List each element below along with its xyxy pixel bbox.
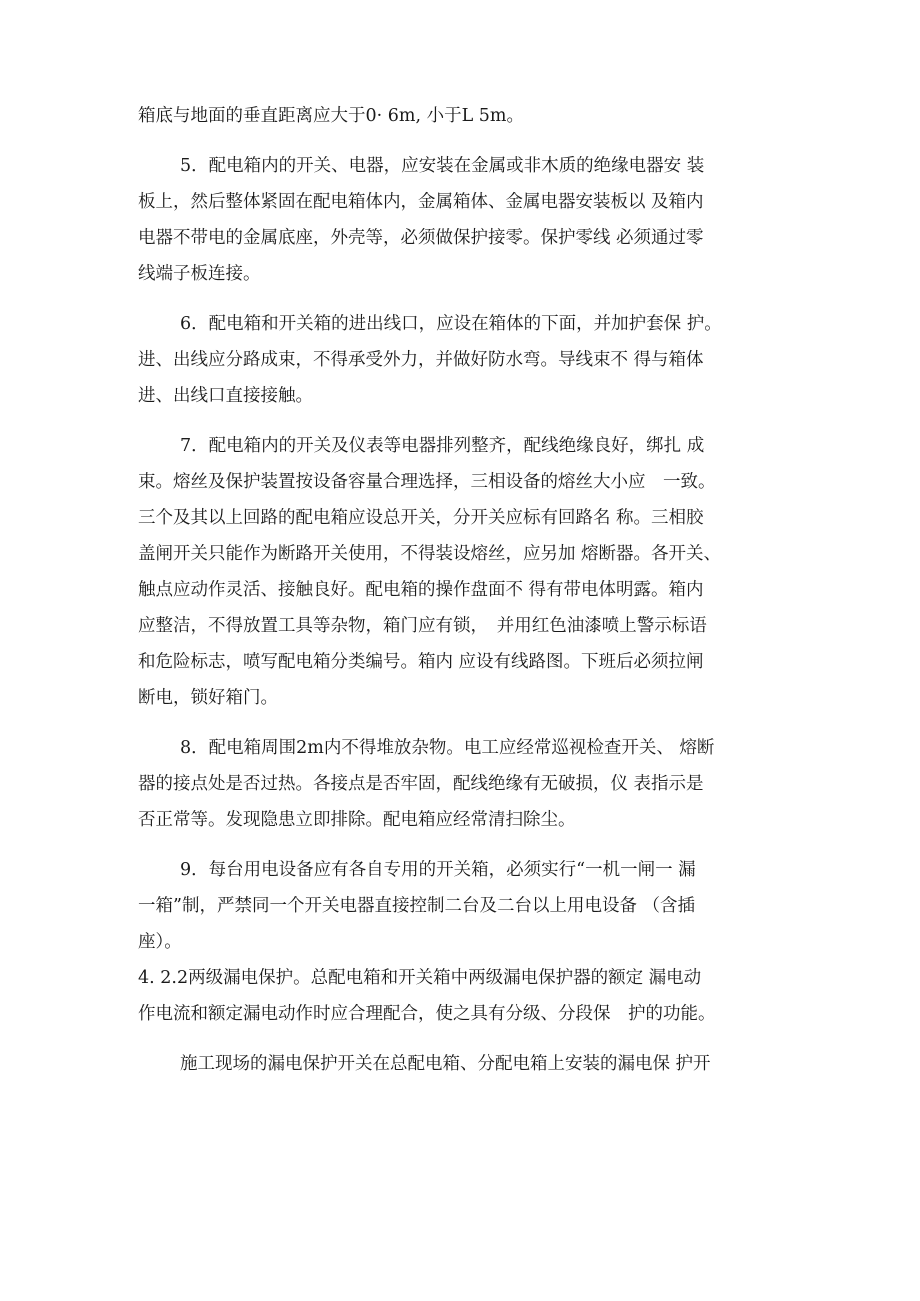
text-line: 作电流和额定漏电动作时应合理配合，使之具有分级、分段保 护的功能。 [138, 1004, 716, 1024]
paragraph-item-5 [138, 148, 798, 292]
text-line: 9．每台用电设备应有各自专用的开关箱，必须实行“一机一闸一 漏 [180, 860, 696, 880]
text-line: 4. 2.2两级漏电保护。总配电箱和开关箱中两级漏电保护器的额定 漏电动 [138, 968, 702, 988]
paragraph-site-leakage [138, 1046, 798, 1082]
text-line: 板上，然后整体紧固在配电箱体内，金属箱体、金属电器安装板以 及箱内 [138, 192, 704, 212]
text-line: 箱底与地面的垂直距离应大于0· 6m, 小于L 5m。 [138, 106, 525, 126]
text-line: 否正常等。发现隐患立即排除。配电箱应经常清扫除尘。 [138, 810, 576, 830]
paragraph-intro [138, 98, 798, 134]
text-line: 触点应动作灵活、接触良好。配电箱的操作盘面不 得有带电体明露。箱内 [138, 580, 704, 600]
text-line: 座）。 [138, 932, 182, 952]
text-line: 施工现场的漏电保护开关在总配电箱、分配电箱上安装的漏电保 护开 [180, 1054, 711, 1074]
text-line: 进、出线口直接接触。 [138, 386, 313, 406]
text-line: 盖闸开关只能作为断路开关使用，不得装设熔丝，应另加 熔断器。各开关、 [138, 544, 722, 564]
text-line: 三个及其以上回路的配电箱应设总开关，分开关应标有回路名 称。三相胶 [138, 508, 704, 528]
document-body [138, 98, 798, 1082]
text-line: 8．配电箱周围2m内不得堆放杂物。电工应经常巡视检查开关、 熔断 [180, 738, 715, 758]
text-line: 电器不带电的金属底座，外壳等，必须做保护接零。保护零线 必须通过零 [138, 228, 704, 248]
text-line: 5．配电箱内的开关、电器，应安装在金属或非木质的绝缘电器安 装 [180, 156, 705, 176]
text-line: 和危险标志，喷写配电箱分类编号。箱内 应设有线路图。下班后必须拉闸 [138, 652, 704, 672]
text-line: 线端子板连接。 [138, 264, 261, 284]
text-line: 6．配电箱和开关箱的进出线口，应设在箱体的下面，并加护套保 护。 [180, 314, 722, 334]
text-line: 7．配电箱内的开关及仪表等电器排列整齐，配线绝缘良好，绑扎 成 [180, 436, 705, 456]
text-line: 束。熔丝及保护装置按设备容量合理选择，三相设备的熔丝大小应 一致。 [138, 472, 716, 492]
text-line: 器的接点处是否过热。各接点是否牢固，配线绝缘有无破损，仪 表指示是 [138, 774, 704, 794]
paragraph-item-8 [138, 730, 798, 838]
paragraph-section-4-2-2 [138, 960, 798, 1032]
text-line: 应整洁，不得放置工具等杂物，箱门应有锁， 并用红色油漆喷上警示标语 [138, 616, 707, 636]
paragraph-item-7 [138, 428, 798, 716]
text-line: 一箱”制，严禁同一个开关电器直接控制二台及二台以上用电设备 （含插 [138, 896, 696, 916]
text-line: 断电，锁好箱门。 [138, 688, 278, 708]
paragraph-item-9 [138, 852, 798, 960]
text-line: 进、出线应分路成束，不得承受外力，并做好防水弯。导线束不 得与箱体 [138, 350, 704, 370]
paragraph-item-6 [138, 306, 798, 414]
